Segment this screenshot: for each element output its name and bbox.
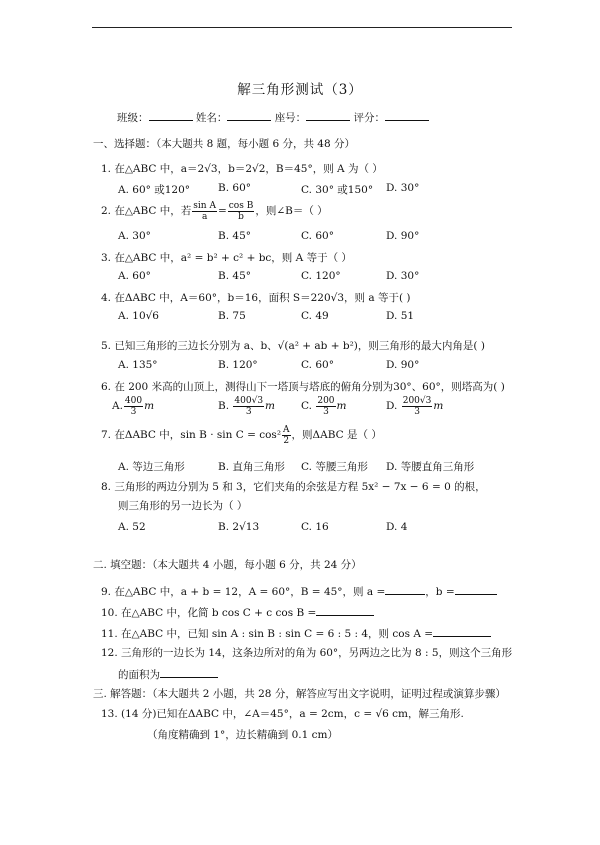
score-label: 评分： bbox=[353, 112, 386, 124]
q9-blank-b[interactable] bbox=[455, 583, 497, 595]
q3-option-c[interactable]: C. 120° bbox=[301, 270, 341, 282]
q6-d-label: D. bbox=[386, 400, 398, 412]
q6-a-fraction bbox=[124, 396, 143, 417]
q9-stem-mid: ，b = bbox=[425, 586, 455, 598]
q2-f2-den: b bbox=[238, 211, 244, 222]
q2-stem-start: 2. 在△ABC 中，若 bbox=[101, 205, 192, 217]
q3-option-d[interactable]: D. 30° bbox=[386, 270, 420, 282]
q4-option-d[interactable]: D. 51 bbox=[386, 310, 415, 322]
q6-d-unit: m bbox=[433, 400, 444, 412]
q6-c-den: 3 bbox=[323, 406, 329, 417]
seat-blank[interactable] bbox=[306, 109, 350, 121]
section-heading-choice: 一、选择题：（本大题共 8 题，每小题 6 分，共 48 分） bbox=[93, 138, 355, 150]
q1-option-d[interactable]: D. 30° bbox=[386, 182, 420, 194]
q5-option-d[interactable]: D. 90° bbox=[386, 359, 420, 371]
q4-option-c[interactable]: C. 49 bbox=[301, 310, 329, 322]
q6-d-fraction bbox=[402, 396, 433, 417]
q6-option-b[interactable] bbox=[218, 395, 275, 417]
q6-c-unit: m bbox=[336, 400, 347, 412]
q7-option-b[interactable]: B. 直角三角形 bbox=[218, 461, 285, 473]
q4-option-a[interactable]: A. 10√6 bbox=[118, 310, 159, 322]
q6-d-den: 3 bbox=[414, 406, 420, 417]
q10-stem: 10. 在△ABC 中，化简 b cos C + c cos B = bbox=[101, 607, 317, 619]
question-5: 5. 已知三角形的三边长分别为 a、b、√(a² + ab + b²)，则三角形的最大内角是( ) bbox=[101, 340, 485, 352]
q2-f2-num: cos B bbox=[228, 200, 254, 211]
section-heading-answer: 三. 解答题：（本大题共 2 小题，共 28 分，解答应写出文字说明，证明过程或演算步骤） bbox=[93, 688, 506, 700]
section-heading-fill: 二. 填空题：（本大题共 4 小题，每小题 6 分，共 24 分） bbox=[93, 559, 362, 571]
q12-blank[interactable] bbox=[160, 666, 218, 678]
q1-option-b[interactable]: B. 60° bbox=[218, 182, 252, 194]
question-8-line-2: 则三角形的另一边长为（ ） bbox=[118, 500, 248, 512]
q6-b-den: 3 bbox=[245, 406, 252, 417]
q10-blank[interactable] bbox=[316, 604, 374, 616]
q7-option-a[interactable]: A. 等边三角形 bbox=[118, 461, 185, 473]
q8-option-d[interactable]: D. 4 bbox=[386, 521, 408, 533]
class-label: 班级： bbox=[117, 112, 149, 124]
q1-option-a[interactable]: A. 60° 或120° bbox=[118, 184, 190, 196]
question-11 bbox=[101, 625, 491, 641]
q3-option-a[interactable]: A. 60° bbox=[118, 270, 151, 282]
q6-option-a[interactable] bbox=[112, 395, 154, 417]
q11-blank[interactable] bbox=[433, 625, 491, 637]
q9-blank-a[interactable] bbox=[385, 583, 425, 595]
q7-den: 2 bbox=[283, 435, 290, 446]
question-13-line-2: （角度精确到 1°，边长精确到 0.1 cm） bbox=[147, 729, 338, 741]
q7-fraction bbox=[282, 425, 291, 446]
q2-option-b[interactable]: B. 45° bbox=[218, 230, 252, 242]
q2-f1-num: sin A bbox=[193, 200, 216, 211]
q7-option-c[interactable]: C. 等腰三角形 bbox=[301, 461, 368, 473]
question-13-line-1: 13. (14 分)已知在ΔABC 中，∠A＝45°，a = 2cm，c = √6 cm，解三角形. bbox=[101, 708, 464, 720]
q6-d-num: 200√3 bbox=[402, 395, 432, 406]
q7-stem-start: 7. 在ΔABC 中，sin B · sin C = cos² bbox=[101, 429, 282, 441]
class-blank[interactable] bbox=[149, 109, 193, 121]
q7-stem-end: ，则ΔABC 是（ ） bbox=[291, 429, 382, 441]
top-rule bbox=[92, 27, 512, 28]
info-row bbox=[117, 109, 429, 125]
question-6: 6. 在 200 米高的山顶上，测得山下一塔顶与塔底的俯角分别为30°、60°，则塔高为( ) bbox=[101, 381, 505, 393]
q6-b-label: B. bbox=[218, 400, 230, 412]
question-1: 1. 在△ABC 中，a＝2√3，b＝2√2，B＝45°，则 A 为（ ） bbox=[101, 163, 383, 175]
q6-b-num: 400√3 bbox=[234, 395, 264, 406]
q6-a-den: 3 bbox=[130, 406, 137, 417]
question-12-line-2 bbox=[118, 666, 218, 682]
question-3: 3. 在△ABC 中，a² = b² + c² + bc，则 A 等于（ ） bbox=[101, 252, 352, 264]
q2-equals: = bbox=[217, 205, 227, 217]
q3-option-b[interactable]: B. 45° bbox=[218, 270, 252, 282]
q6-a-unit: m bbox=[144, 400, 155, 412]
question-7 bbox=[101, 424, 382, 446]
question-2 bbox=[101, 200, 328, 222]
q6-c-label: C. bbox=[301, 400, 312, 412]
q6-a-label: A. bbox=[112, 400, 123, 412]
q9-stem-start: 9. 在△ABC 中，a + b = 12，A = 60°，B = 45°，则 a = bbox=[101, 586, 386, 598]
q6-b-fraction bbox=[233, 396, 264, 417]
question-9 bbox=[101, 583, 497, 599]
name-label: 姓名： bbox=[195, 112, 228, 124]
q6-c-num: 200 bbox=[317, 395, 335, 406]
q6-option-d[interactable] bbox=[386, 395, 443, 417]
q1-option-c[interactable]: C. 30° 或150° bbox=[301, 184, 374, 196]
q6-c-fraction bbox=[316, 396, 335, 417]
q2-option-c[interactable]: C. 60° bbox=[301, 230, 334, 242]
q8-option-c[interactable]: C. 16 bbox=[301, 521, 329, 533]
q6-b-unit: m bbox=[265, 400, 276, 412]
q4-option-b[interactable]: B. 75 bbox=[218, 310, 246, 322]
q2-option-d[interactable]: D. 90° bbox=[386, 230, 420, 242]
seat-label: 座号： bbox=[274, 112, 307, 124]
q8-option-b[interactable]: B. 2√13 bbox=[218, 521, 260, 533]
q8-option-a[interactable]: A. 52 bbox=[118, 521, 146, 533]
q2-stem-end: ，则∠B＝（ ） bbox=[255, 205, 328, 217]
q2-fraction-2 bbox=[228, 201, 255, 222]
q2-fraction-1 bbox=[192, 201, 217, 222]
question-12-line-1: 12. 三角形的一边长为 14，这条边所对的角为 60°，另两边之比为 8 : 5，则这个三角形 bbox=[101, 647, 513, 659]
question-8-line-1: 8. 三角形的两边分别为 5 和 3，它们夹角的余弦是方程 5x² − 7x − 6 = 0 的根， bbox=[101, 481, 486, 493]
q11-stem: 11. 在△ABC 中，已知 sin A : sin B : sin C = 6 : 5 : 4，则 cos A = bbox=[101, 628, 434, 640]
q12-stem: 的面积为 bbox=[118, 669, 160, 681]
q6-option-c[interactable] bbox=[301, 395, 347, 417]
q7-num: A bbox=[283, 424, 290, 435]
q2-option-a[interactable]: A. 30° bbox=[118, 230, 151, 242]
score-blank[interactable] bbox=[385, 109, 429, 121]
name-blank[interactable] bbox=[227, 109, 271, 121]
q5-option-a[interactable]: A. 135° bbox=[118, 359, 158, 371]
question-4: 4. 在ΔABC 中，A＝60°，b＝16，面积 S＝220√3，则 a 等于( ) bbox=[101, 292, 411, 304]
q5-option-b[interactable]: B. 120° bbox=[218, 359, 258, 371]
q7-option-d[interactable]: D. 等腰直角三角形 bbox=[386, 461, 475, 473]
q2-f1-den: a bbox=[201, 211, 208, 222]
question-10 bbox=[101, 604, 374, 620]
q5-option-c[interactable]: C. 60° bbox=[301, 359, 334, 371]
q6-a-num: 400 bbox=[124, 395, 143, 406]
page-title: 解三角形测试（3） bbox=[237, 82, 363, 98]
